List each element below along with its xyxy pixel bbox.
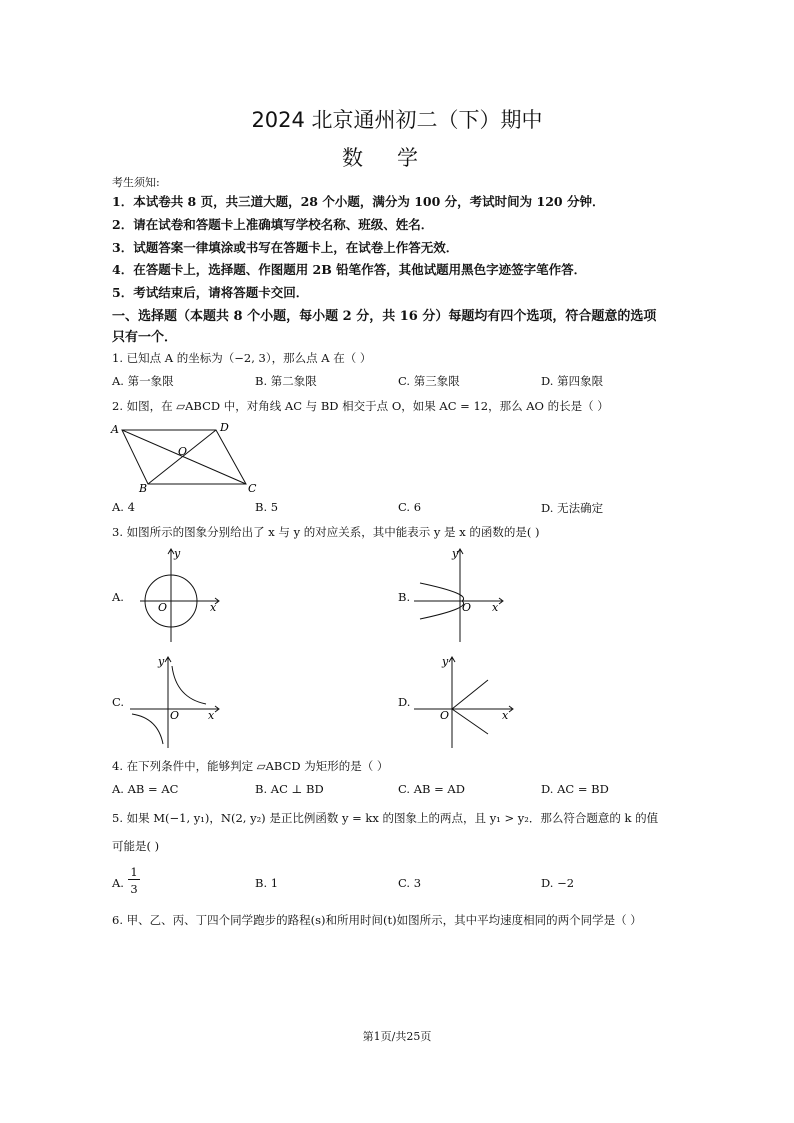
instruction-item: 4．在答题卡上，选择题、作图题用 2B 铅笔作答，其他试题用黑色字迹签字笔作答． <box>112 262 587 277</box>
graph-d-rays <box>410 652 530 752</box>
q3-option-d-label: D. <box>398 695 411 709</box>
page-footer: 第1页/共25页 <box>362 1030 432 1043</box>
label-o: O <box>178 445 188 458</box>
axis-x-label: x <box>208 709 215 722</box>
q4-option-b: B. AC ⊥ BD <box>255 782 324 796</box>
q3-stem: 3. 如图所示的图象分别给出了 x 与 y 的对应关系，其中能表示 y 是 x 的函数的是( ) <box>112 525 540 539</box>
origin-label: O <box>440 709 450 722</box>
instruction-item: 2．请在试卷和答题卡上准确填写学校名称、班级、姓名． <box>112 217 434 232</box>
q2-stem: 2. 如图，在 ▱ABCD 中，对角线 AC 与 BD 相交于点 O，如果 AC = 12，那么 AO 的长是（ ） <box>112 399 609 413</box>
q1-option-a: A. 第一象限 <box>112 374 174 388</box>
q2-option-b: B. 5 <box>255 500 279 514</box>
q4-option-c: C. AB = AD <box>398 782 465 796</box>
q3-option-a-label: A. <box>112 590 124 604</box>
q5-option-b: B. 1 <box>255 876 279 890</box>
q5-option-d: D. −2 <box>541 876 575 890</box>
instruction-item: 1．本试卷共 8 页，共三道大题，28 个小题，满分为 100 分，考试时间为 120 分钟． <box>112 194 605 209</box>
q5-option-a-prefix: A. <box>112 876 124 890</box>
q5-option-a-denominator: 3 <box>130 882 138 896</box>
subject-title: 数学 <box>342 146 452 170</box>
origin-label: O <box>462 601 472 614</box>
q2-option-c: C. 6 <box>398 500 422 514</box>
q5-stem: 5. 如果 M(−1, y₁)，N(2, y₂) 是正比例函数 y = kx 的图象上的两点，且 y₁ > y₂．那么符合题意的 k 的值 <box>112 811 659 825</box>
axis-y-label: y <box>158 655 165 668</box>
q4-option-a: A. AB = AC <box>112 782 179 796</box>
parallelogram-figure <box>108 418 268 496</box>
section-heading: 一、选择题（本题共 8 个小题，每小题 2 分，共 16 分）每题均有四个选项，符合题意的选项 <box>112 309 657 324</box>
q1-option-b: B. 第二象限 <box>255 374 317 388</box>
q5-option-c: C. 3 <box>398 876 422 890</box>
axis-y-label: y <box>442 655 449 668</box>
q1-option-d: D. 第四象限 <box>541 374 604 388</box>
q3-option-b-label: B. <box>398 590 411 604</box>
graph-c-hyperbola <box>128 652 228 752</box>
axis-y-label: y <box>452 547 459 560</box>
q1-stem: 1. 已知点 A 的坐标为（−2, 3），那么点 A 在（ ） <box>112 351 372 365</box>
q6-stem: 6. 甲、乙、丙、丁四个同学跑步的路程(s)和所用时间(t)如图所示，其中平均速度相同的两个同学是（ ） <box>112 913 642 927</box>
q4-option-d: D. AC = BD <box>541 782 609 796</box>
q4-stem: 4. 在下列条件中，能够判定 ▱ABCD 为矩形的是（ ） <box>112 759 389 773</box>
label-c: C <box>248 482 257 495</box>
axis-x-label: x <box>492 601 499 614</box>
origin-label: O <box>170 709 180 722</box>
label-b: B <box>139 482 148 495</box>
axis-x-label: x <box>210 601 217 614</box>
q1-option-c: C. 第三象限 <box>398 374 460 388</box>
origin-label: O <box>158 601 168 614</box>
instructions-heading: 考生须知: <box>112 176 160 189</box>
graph-b-parabola <box>412 546 512 646</box>
axis-y-label: y <box>174 547 181 560</box>
label-a: A <box>111 423 119 436</box>
label-d: D <box>220 421 229 434</box>
q3-option-c-label: C. <box>112 695 125 709</box>
q5-stem-cont: 可能是( ) <box>112 839 160 853</box>
graph-a-circle <box>130 546 230 646</box>
q2-option-d: D. 无法确定 <box>541 501 604 515</box>
q5-option-a-numerator: 1 <box>128 865 140 880</box>
page-title: 2024 北京通州初二（下）期中 <box>251 108 543 132</box>
instruction-item: 5．考试结束后，请将答题卡交回． <box>112 285 309 300</box>
section-heading-cont: 只有一个． <box>112 330 178 345</box>
q2-option-a: A. 4 <box>112 500 135 514</box>
axis-x-label: x <box>502 709 509 722</box>
instruction-item: 3．试题答案一律填涂或书写在答题卡上，在试卷上作答无效． <box>112 240 459 255</box>
